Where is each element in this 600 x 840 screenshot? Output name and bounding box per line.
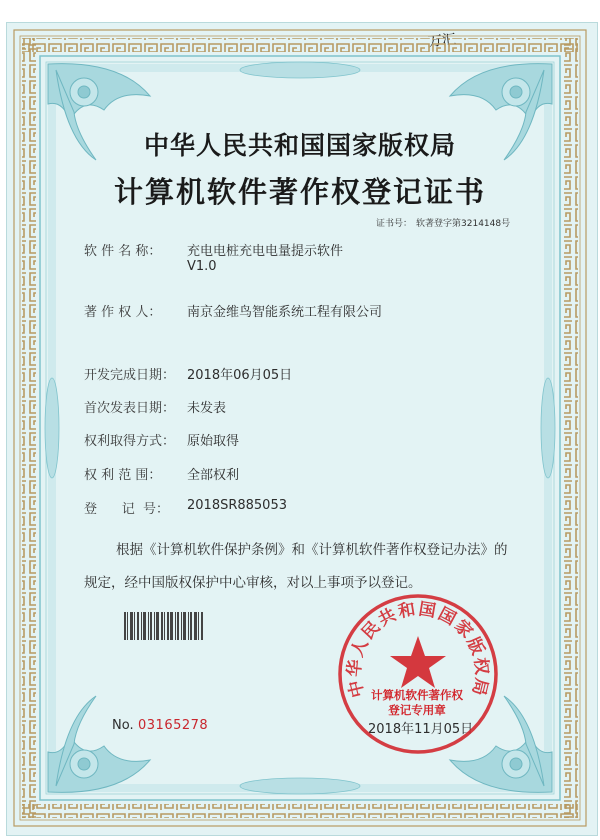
seal-line-2: 登记专用章 bbox=[388, 703, 446, 717]
corner-ornament-bl bbox=[48, 696, 150, 792]
software-version-value: V1.0 bbox=[187, 259, 217, 274]
certificate-number-label: 证书号： bbox=[376, 219, 413, 229]
certificate-title: 计算机软件著作权登记证书 bbox=[113, 175, 486, 209]
official-seal bbox=[336, 592, 500, 756]
first-publication-date-value: 未发表 bbox=[187, 401, 227, 416]
copyright-holder-value: 南京金维鸟智能系统工程有限公司 bbox=[187, 305, 383, 320]
rights-scope-value: 全部权利 bbox=[187, 468, 240, 483]
field-label: 软 件 名 称： bbox=[84, 244, 162, 259]
field-label: 著 作 权 人： bbox=[84, 305, 162, 320]
statement-line-2: 规定，经中国版权保护中心审核，对以上事项予以登记。 bbox=[84, 575, 422, 591]
registration-number-value: 2018SR885053 bbox=[187, 498, 287, 513]
field-label: 开发完成日期： bbox=[84, 368, 176, 383]
software-name-value: 充电电桩充电电量提示软件 bbox=[187, 244, 344, 259]
acquisition-method-value: 原始取得 bbox=[187, 434, 240, 449]
certificate-number bbox=[376, 216, 514, 229]
registration-statement bbox=[84, 534, 524, 600]
field-label: 首次发表日期： bbox=[84, 401, 176, 416]
star-icon bbox=[390, 636, 446, 688]
field-label: 登 记 号： bbox=[84, 502, 170, 517]
statement-line-1: 根据《计算机软件保护条例》和《计算机软件著作权登记办法》的 bbox=[116, 542, 508, 558]
field-label: 权利取得方式： bbox=[84, 434, 176, 449]
field-label: 权 利 范 围： bbox=[84, 468, 162, 483]
seal-line-1: 计算机软件著作权 bbox=[371, 688, 463, 702]
svg-text:中华人民共和国国家版权局: 中华人民共和国国家版权局 bbox=[344, 599, 492, 700]
completion-date-value: 2018年06月05日 bbox=[187, 368, 293, 383]
serial-number-value: 03165278 bbox=[138, 718, 209, 733]
issuer-title: 中华人民共和国国家版权局 bbox=[143, 131, 456, 160]
issue-date: 2018年11月05日 bbox=[368, 722, 474, 737]
barcode bbox=[124, 612, 206, 640]
serial-number-label: No. bbox=[112, 718, 134, 733]
certificate-number-value: 软著登字第3214148号 bbox=[416, 219, 511, 229]
